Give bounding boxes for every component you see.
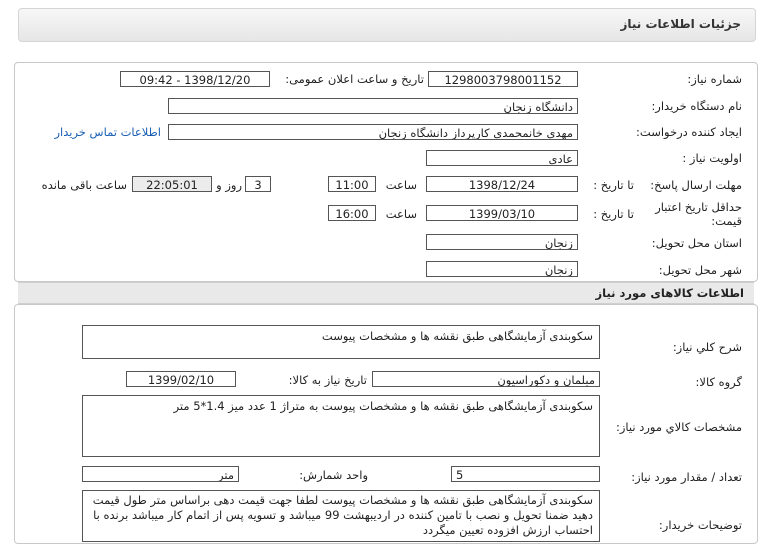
need-number-label: شماره نیاز: — [687, 72, 742, 86]
need-number-field: 1298003798001152 — [428, 71, 578, 87]
quantity-field: 5 — [451, 466, 600, 482]
request-creator-label: ایجاد کننده درخواست: — [636, 125, 742, 139]
reply-until-label: تا تاریخ : — [593, 178, 634, 192]
buyer-contact-link[interactable]: اطلاعات تماس خریدار — [54, 125, 161, 139]
remaining-time-label: ساعت باقی مانده — [41, 178, 127, 192]
remaining-time-field: 22:05:01 — [132, 176, 212, 192]
goods-group-field: مبلمان و دکوراسیون — [372, 371, 600, 387]
validity-until-label: تا تاریخ : — [593, 207, 634, 221]
reply-time-field: 11:00 — [328, 176, 376, 192]
announce-datetime-field: 1398/12/20 - 09:42 — [120, 71, 270, 87]
remaining-days-field: 3 — [245, 176, 271, 192]
price-validity-label: حداقل تاریخ اعتبار قیمت: — [655, 200, 742, 228]
buyer-org-label: نام دستگاه خریدار: — [651, 99, 742, 113]
validity-date-field: 1399/03/10 — [426, 205, 578, 221]
goods-spec-field: سکوبندی آزمایشگاهی طبق نقشه ها و مشخصات پیوست به متراژ 1 عدد میز 1.4*5 متر — [82, 395, 600, 457]
page-title: جزئیات اطلاعات نیاز — [620, 17, 741, 31]
quantity-label: تعداد / مقدار مورد نیاز: — [631, 470, 742, 484]
announce-datetime-label: تاریخ و ساعت اعلان عمومی: — [285, 72, 424, 86]
priority-label: اولویت نیاز : — [682, 151, 742, 165]
goods-section-header — [18, 282, 754, 304]
priority-field: عادی — [426, 150, 578, 166]
goods-section-title: اطلاعات کالاهای مورد نیاز — [595, 286, 744, 300]
overall-description-label: شرح کلي نياز: — [672, 340, 742, 354]
days-label: روز و — [216, 178, 242, 192]
overall-description-field: سکوبندی آزمایشگاهی طبق نقشه ها و مشخصات پیوست — [82, 325, 600, 359]
goods-group-label: گروه کالا: — [695, 375, 742, 389]
delivery-province-field: زنجان — [426, 234, 578, 250]
need-date-field: 1399/02/10 — [126, 371, 236, 387]
buyer-org-field: دانشگاه زنجان — [168, 98, 578, 114]
delivery-city-label: شهر محل تحویل: — [658, 263, 742, 277]
buyer-notes-field: سکوبندی آزمایشگاهی طبق نقشه ها و مشخصات پیوست لطفا جهت قیمت دهی براساس متر طول قیمت دهید ضمنا تحویل و نصب با تامین کننده در اردیبهشت 99 میباشد و تسویه پس از اتمام کار میباشد برنده با احتساب ارزش افزوده تعیین میگردد — [82, 490, 600, 542]
request-creator-field: مهدی خانمحمدی کارپرداز دانشگاه زنجان — [168, 124, 578, 140]
unit-field: متر — [82, 466, 239, 482]
delivery-province-label: استان محل تحویل: — [651, 236, 742, 250]
page-header — [18, 8, 756, 42]
validity-time-field: 16:00 — [328, 205, 376, 221]
need-info-panel — [14, 62, 758, 282]
reply-date-field: 1398/12/24 — [426, 176, 578, 192]
reply-deadline-label: مهلت ارسال پاسخ: — [650, 178, 742, 192]
delivery-city-field: زنجان — [426, 261, 578, 277]
validity-time-label: ساعت — [385, 207, 417, 221]
reply-time-label: ساعت — [385, 178, 417, 192]
buyer-notes-label: توضیحات خریدار: — [658, 518, 742, 532]
goods-spec-label: مشخصات کالاي مورد نياز: — [615, 420, 742, 434]
need-date-label: تاریخ نیاز به کالا: — [288, 373, 367, 387]
unit-label: واحد شمارش: — [299, 468, 368, 482]
